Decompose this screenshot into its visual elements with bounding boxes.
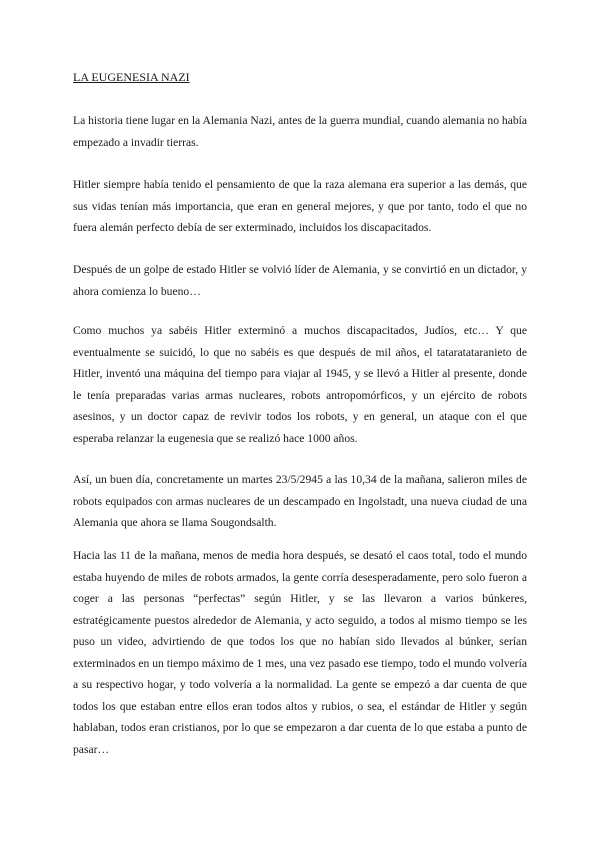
paragraph-intro: La historia tiene lugar en la Alemania Nazi, antes de la guerra mundial, cuando alemania no había empezado a invadir tierras. [73,114,527,149]
paragraph-robots-attack: Así, un buen día, concretamente un martes 23/5/2945 a las 10,34 de la mañana, salieron miles de robots equipados con armas nucleares de un descampado en Ingolstadt, una nueva ciudad de una Alemania que ahora se llama Sougondsalth. [73,473,527,529]
paragraph-time-machine: Como muchos ya sabéis Hitler exterminó a muchos discapacitados, Judíos, etc… Y que eventualmente se suicidó, lo que no sabéis es que después de mil años, el tataratataranieto de Hitler, inventó una máquina del tiempo para viajar al 1945, y se llevó a Hitler al presente, donde le tenía preparadas varias armas nucleares, robots antropomórficos, y un ejército de robots asesinos, y un doctor capaz de revivir todos los robots, y en general, un ataque con el que esperaba relanzar la eugenesia que se realizó hace 1000 años. [73,324,527,445]
document-title: LA EUGENESIA NAZI [73,70,190,84]
paragraph-coup: Después de un golpe de estado Hitler se volvió líder de Alemania, y se convirtió en un dictador, y ahora comienza lo bueno… [73,263,527,298]
paragraph-chaos: Hacia las 11 de la mañana, menos de media hora después, se desató el caos total, todo el mundo estaba huyendo de miles de robots armados, la gente corría desesperadamente, pero solo fueron a coger a las personas “perfectas” según Hitler, y se las llevaron a varios búnkeres, estratégicamente puestos alrededor de Alemania, y acto seguido, a todos al mismo tiempo se les puso un video, advirtiendo de que todos los que no habían sido llevados al búnker, serían exterminados en un tiempo máximo de 1 mes, una vez pasado ese tiempo, todo el mundo volvería a su respectivo hogar, y todo volvería a la normalidad. La gente se empezó a dar cuenta de que todos los que estaban entre ellos eran todos altos y rubios, o sea, el estándar de Hitler y según hablaban, todos eran cristianos, por lo que se empezaron a dar cuenta de lo que estaba a punto de pasar… [73,549,527,756]
paragraph-hitler-thinking: Hitler siempre había tenido el pensamiento de que la raza alemana era superior a las demás, que sus vidas tenían más importancia, que eran en general mejores, y que por tanto, todo el que no fuera alemán perfecto debía de ser exterminado, incluidos los discapacitados. [73,178,527,234]
